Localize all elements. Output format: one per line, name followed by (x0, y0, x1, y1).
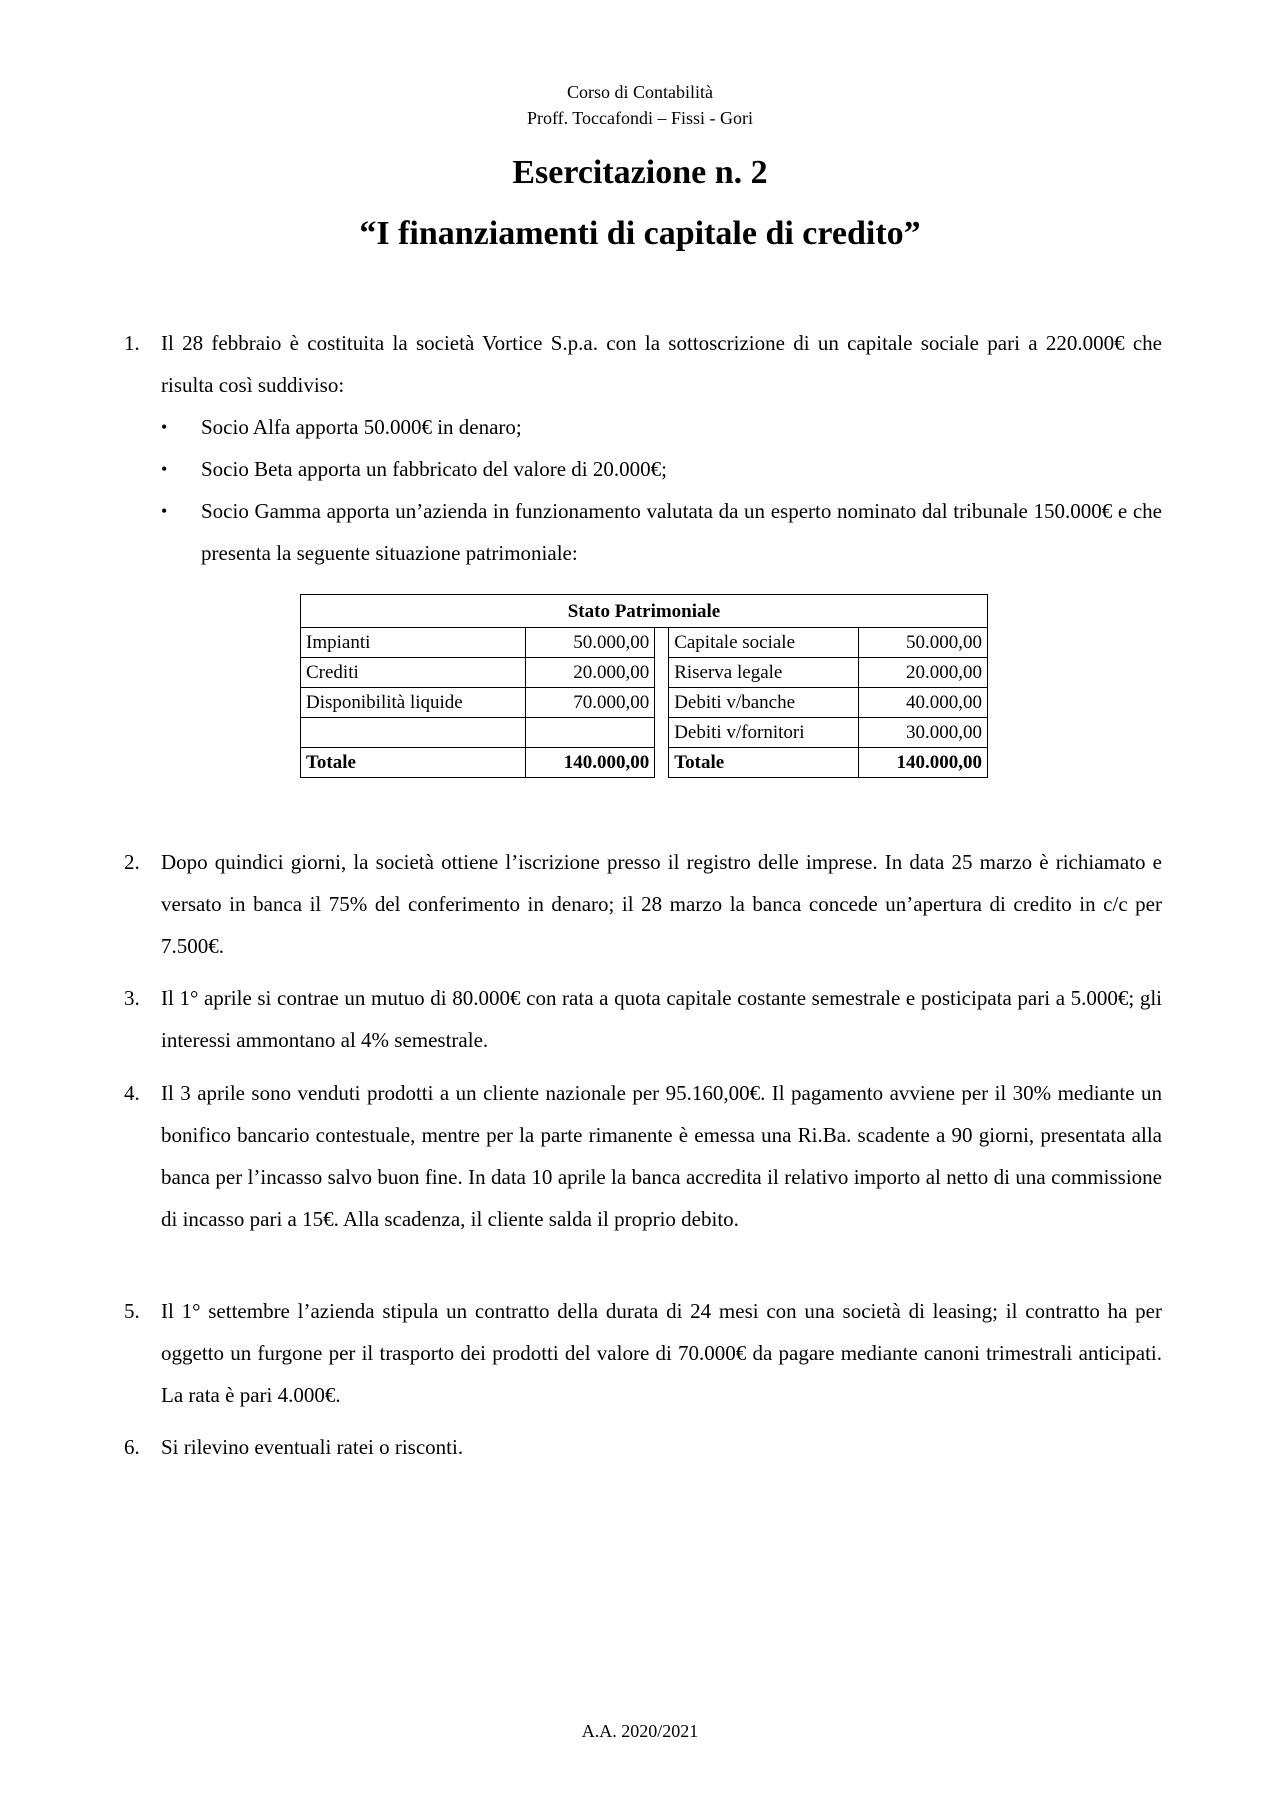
asset-label: Impianti (301, 628, 526, 658)
asset-value (525, 718, 654, 748)
exercise-item-3 (124, 977, 1162, 1061)
exercise-item-1 (124, 322, 1162, 406)
table-row (301, 718, 988, 748)
asset-label: Crediti (301, 658, 526, 688)
bullet-text: Socio Alfa apporta 50.000€ in denaro; (201, 415, 522, 439)
document-header (0, 79, 1280, 131)
liability-label: Debiti v/banche (669, 688, 858, 718)
item-text: Dopo quindici giorni, la società ottiene l’iscrizione presso il registro delle imprese. In data 25 marzo è richiamato e versato in banca il 75% del conferimento in denaro; il 28 marzo la banca concede un’apertura di credito in c/c per 7.500€. (161, 850, 1162, 958)
liability-label: Capitale sociale (669, 628, 858, 658)
table-row (301, 628, 988, 658)
professors: Proff. Toccafondi – Fissi - Gori (526, 108, 754, 128)
item-text: Il 28 febbraio è costituita la società Vortice S.p.a. con la sottoscrizione di un capitale sociale pari a 220.000€ che risulta così suddiviso: (161, 331, 1162, 397)
asset-label: Disponibilità liquide (301, 688, 526, 718)
total-liabilities-value: 140.000,00 (858, 748, 987, 778)
balance-sheet-title: Stato Patrimoniale (301, 595, 988, 628)
bullet-text: Socio Gamma apporta un’azienda in funzionamento valutata da un esperto nominato dal tribunale 150.000€ e che presenta la seguente situazione patrimoniale: (201, 499, 1162, 565)
liability-value: 40.000,00 (858, 688, 987, 718)
asset-value: 20.000,00 (525, 658, 654, 688)
item-text: Si rilevino eventuali ratei o risconti. (161, 1435, 464, 1459)
bullet-item-1 (161, 406, 1162, 448)
exercise-subtitle: “I finanziamenti di capitale di credito” (359, 215, 921, 252)
liability-label: Riserva legale (669, 658, 858, 688)
bullet-item-2 (161, 448, 1162, 490)
total-liabilities-label: Totale (669, 748, 858, 778)
asset-label (301, 718, 526, 748)
course-name: Corso di Contabilità (567, 82, 713, 102)
table-total-row (301, 748, 988, 778)
total-assets-value: 140.000,00 (525, 748, 654, 778)
academic-year-footer: A.A. 2020/2021 (581, 1721, 699, 1741)
exercise-item-6 (124, 1426, 1162, 1468)
bullet-text: Socio Beta apporta un fabbricato del valore di 20.000€; (201, 457, 667, 481)
item-text: Il 3 aprile sono venduti prodotti a un cliente nazionale per 95.160,00€. Il pagamento avviene per il 30% mediante un bonifico bancario contestuale, mentre per la parte rimanente è emessa una Ri.Ba. scadente a 90 giorni, presentata alla banca per l’incasso salvo buon fine. In data 10 aprile la banca accredita il relativo importo al netto di una commissione di incasso pari a 15€. Alla scadenza, il cliente salda il proprio debito. (161, 1081, 1162, 1231)
item-text: Il 1° aprile si contrae un mutuo di 80.000€ con rata a quota capitale costante semestrale e posticipata pari a 5.000€; gli interessi ammontano al 4% semestrale. (161, 986, 1162, 1052)
item-number: 2. (124, 850, 140, 874)
bullet-icon: • (161, 459, 168, 479)
exercise-item-2 (124, 841, 1162, 967)
item-number: 6. (124, 1435, 140, 1459)
bullet-icon: • (161, 501, 168, 521)
bullet-item-3 (161, 490, 1162, 574)
item-number: 1. (124, 331, 140, 355)
item-number: 3. (124, 986, 140, 1010)
exercise-title: Esercitazione n. 2 (512, 154, 768, 191)
liability-value: 20.000,00 (858, 658, 987, 688)
table-row (301, 688, 988, 718)
exercise-item-4 (124, 1072, 1162, 1240)
asset-value: 50.000,00 (525, 628, 654, 658)
balance-sheet-table (300, 594, 988, 778)
bullet-icon: • (161, 417, 168, 437)
item-text: Il 1° settembre l’azienda stipula un contratto della durata di 24 mesi con una società di leasing; il contratto ha per oggetto un furgone per il trasporto dei prodotti del valore di 70.000€ da pagare mediante canoni trimestrali anticipati. La rata è pari 4.000€. (161, 1299, 1162, 1407)
table-row (301, 658, 988, 688)
liability-label: Debiti v/fornitori (669, 718, 858, 748)
asset-value: 70.000,00 (525, 688, 654, 718)
total-assets-label: Totale (301, 748, 526, 778)
liability-value: 50.000,00 (858, 628, 987, 658)
liability-value: 30.000,00 (858, 718, 987, 748)
item-number: 5. (124, 1299, 140, 1323)
item-number: 4. (124, 1081, 140, 1105)
exercise-item-5 (124, 1290, 1162, 1416)
